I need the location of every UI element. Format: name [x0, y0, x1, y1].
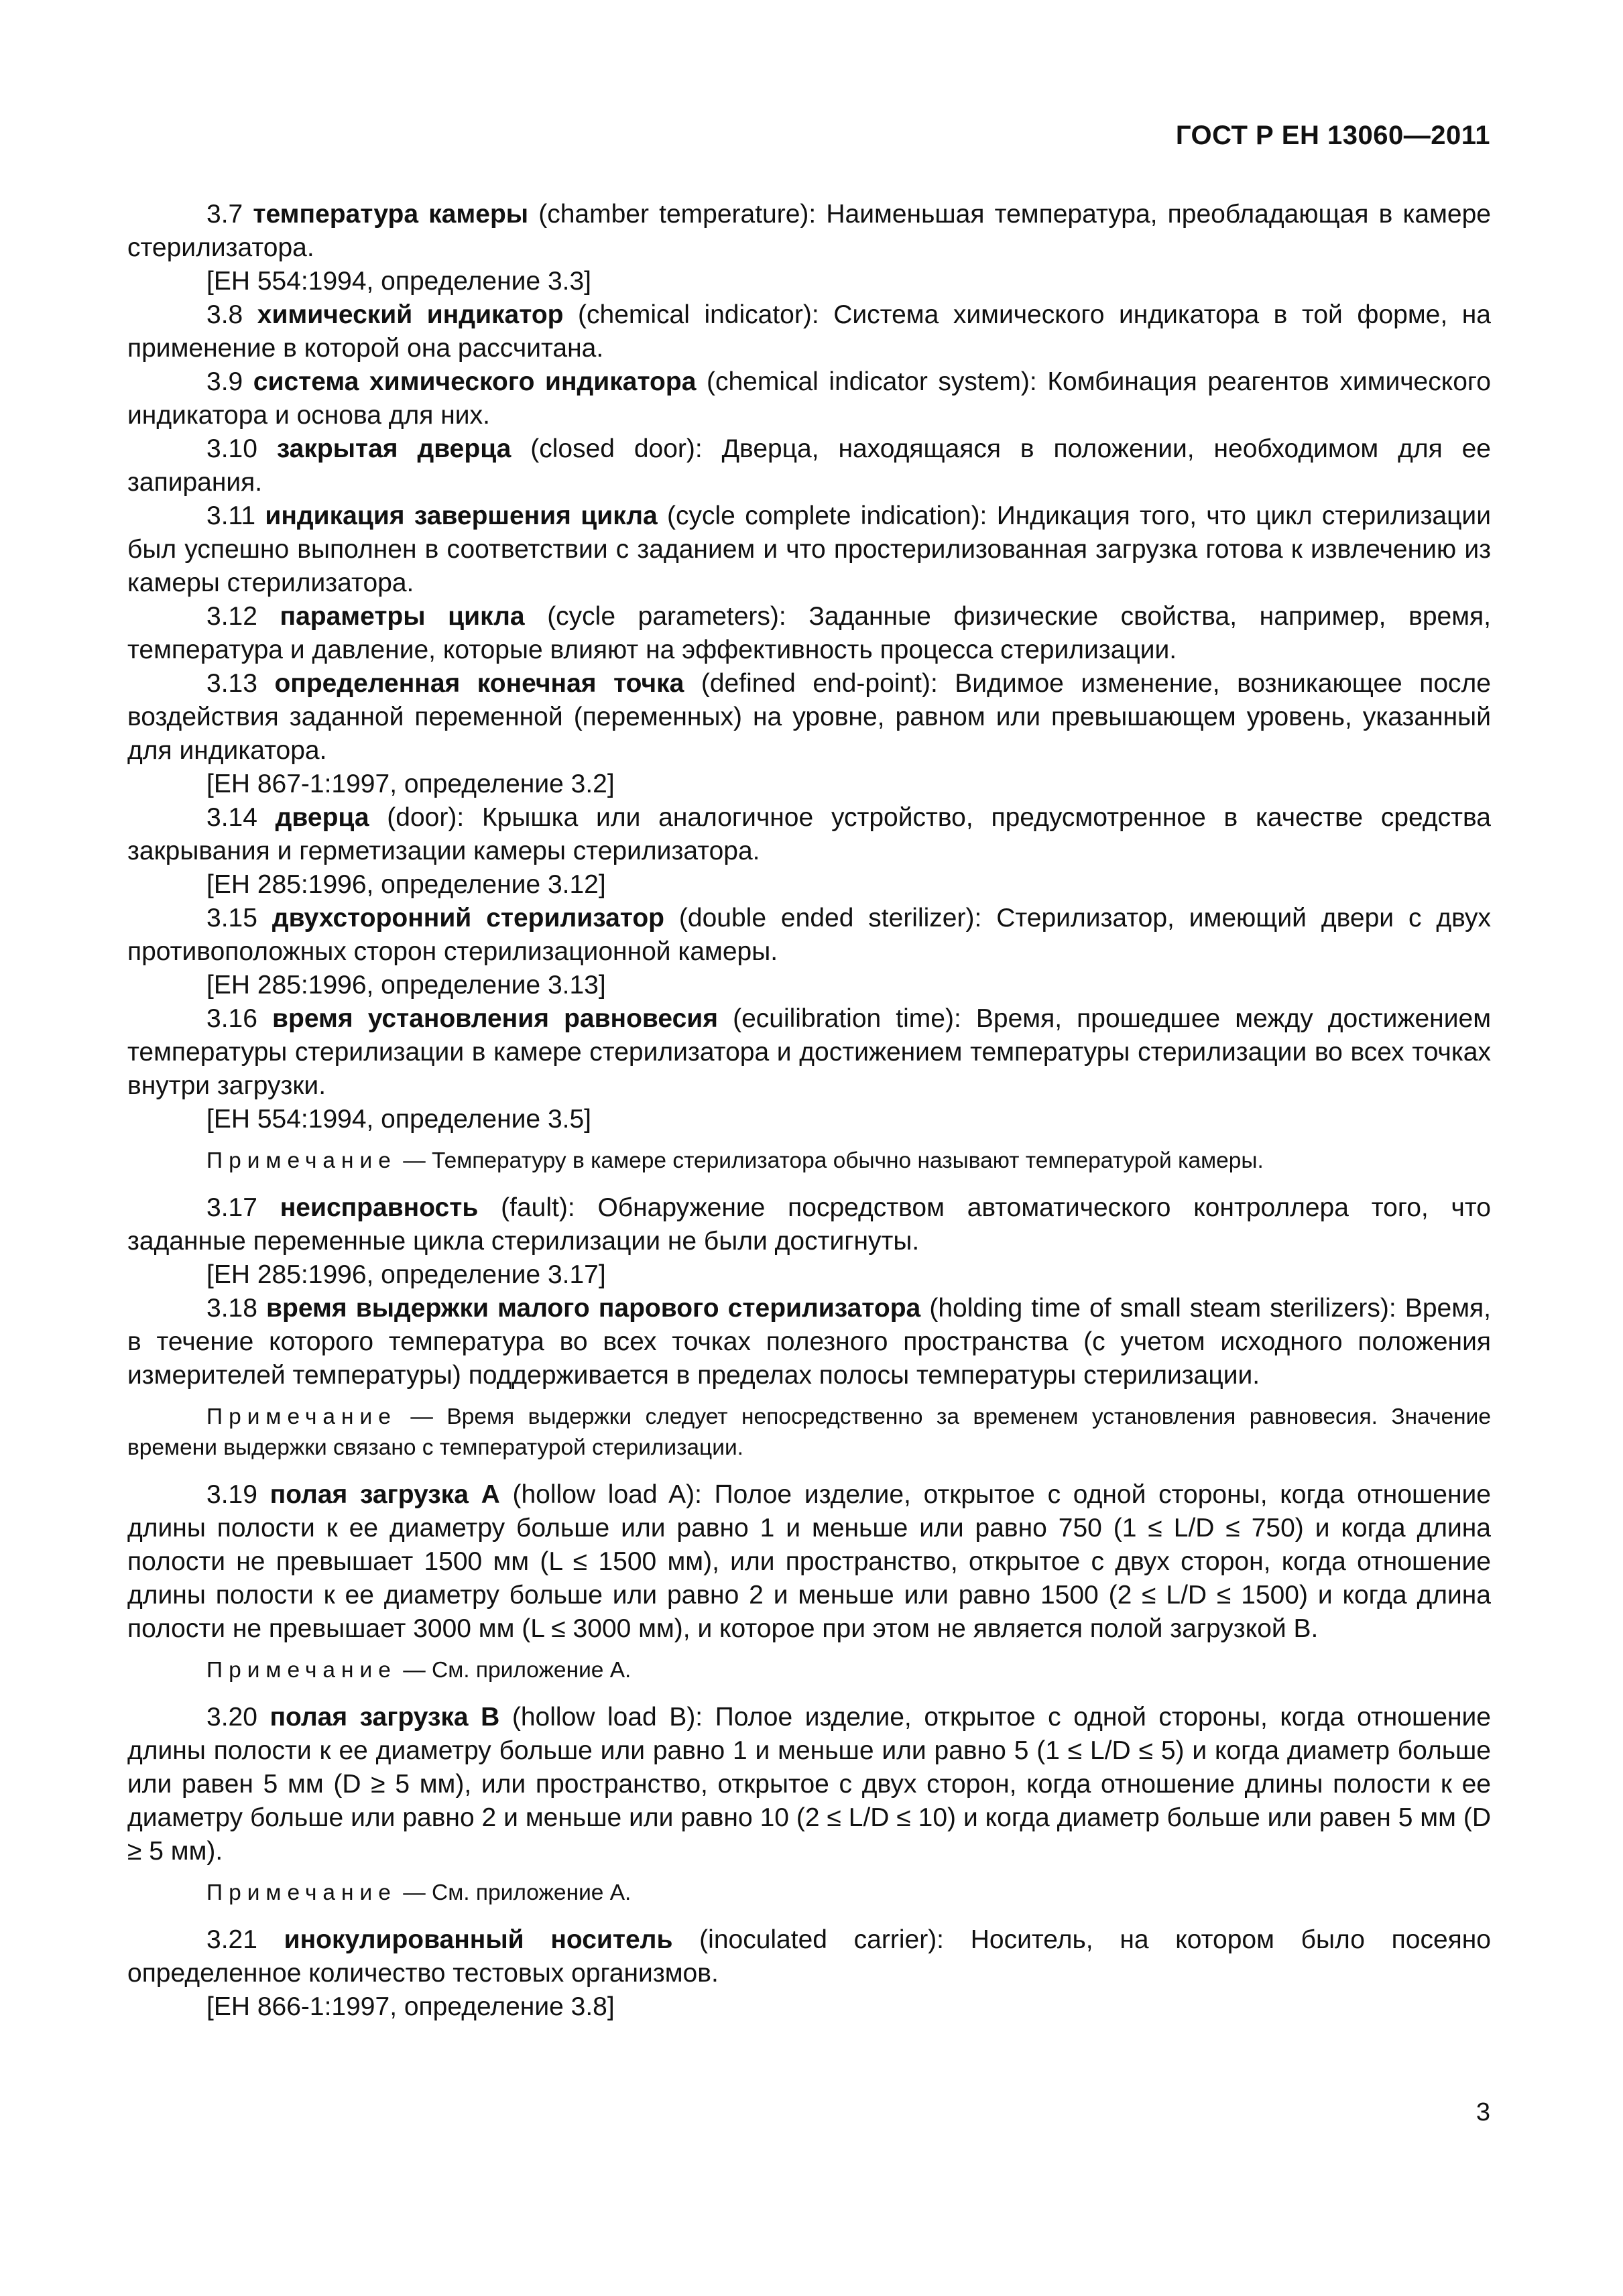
definition-number: 3.20 — [206, 1703, 257, 1732]
definition-text: (hollow load A): Полое изделие, открытое с одной стороны, когда отношение длины полости к ее диаметру больше или равно 1 и меньше или равно 750 (1 ≤ L/D ≤ 750) и когда длина полости не превышает 1500 мм (L ≤ 1500 мм), или пространство, открытое с двух сторон, когда отношение длины полости к ее диаметру больше или равно 2 и меньше или равно 1500 (2 ≤ L/D ≤ 1500) и когда длина полости не превышает 3000 мм (L ≤ 3000 мм), и которое при этом не является полой загрузкой В. — [127, 1480, 1491, 1643]
definition-number: 3.13 — [206, 669, 257, 698]
definition-term: закрытая дверца — [276, 434, 512, 463]
definition-number: 3.12 — [206, 602, 257, 631]
definition-term: полая загрузка В — [269, 1703, 500, 1732]
definition-term: система химического индикатора — [253, 367, 697, 396]
definition-3-10 — [127, 432, 1491, 499]
source-reference: [ЕН 867-1:1997, определение 3.2] — [206, 770, 615, 798]
definition-term: параметры цикла — [280, 602, 525, 631]
definition-term: определенная конечная точка — [274, 669, 684, 698]
definition-number: 3.16 — [206, 1004, 257, 1033]
definition-term: двухсторонний стерилизатор — [272, 904, 665, 932]
definition-3-20 — [127, 1701, 1491, 1868]
definition-3-9 — [127, 365, 1491, 432]
note-label: Примечание — [206, 1404, 397, 1429]
definition-text: (chemical indicator system): Комбинация реагентов химического индикатора и основа для них. — [127, 367, 1491, 430]
note-text: — Температуру в камере стерилизатора обычно называют температурой камеры. — [396, 1148, 1264, 1173]
definition-text: (hollow load B): Полое изделие, открытое с одной стороны, когда отношение длины полости к ее диаметру больше или равно 1 и меньше или равно 5 (1 ≤ L/D ≤ 5) и когда диаметр больше или равен 5 мм (D ≥ 5 мм), или пространство, открытое с двух сторон, когда отношение длины полости к ее диаметру больше или равно 2 и меньше или равно 10 (2 ≤ L/D ≤ 10) и когда диаметр больше или равен 5 мм (D ≥ 5 мм). — [127, 1703, 1491, 1866]
definition-3-15 — [127, 902, 1491, 969]
definition-term: полая загрузка А — [269, 1480, 500, 1509]
definitions-section — [127, 198, 1491, 2024]
source-reference: [ЕН 285:1996, определение 3.17] — [206, 1260, 606, 1289]
note — [127, 1655, 1491, 1686]
note-label: Примечание — [206, 1658, 397, 1683]
definition-3-12 — [127, 600, 1491, 667]
note-label: Примечание — [206, 1148, 397, 1173]
definition-text: (chemical indicator): Система химического индикатора в той форме, на применение в которой она рассчитана. — [127, 300, 1491, 363]
definition-text: (defined end-point): Видимое изменение, возникающее после воздействия заданной переменной (переменных) на уровне, равном или превышающем уровень, указанный для индикатора. — [127, 669, 1491, 765]
source-reference: [ЕН 554:1994, определение 3.3] — [206, 267, 592, 296]
note-label: Примечание — [206, 1880, 397, 1905]
definition-term: индикация завершения цикла — [265, 501, 658, 530]
definition-text: (fault): Обнаружение посредством автоматического контроллера того, что заданные переменные цикла стерилизации не были достигнуты. — [127, 1193, 1491, 1256]
definition-text: (double ended sterilizer): Стерилизатор, имеющий двери с двух противоположных сторон стерилизационной камеры. — [127, 904, 1492, 966]
definition-number: 3.19 — [206, 1480, 257, 1509]
note-text: — См. приложение А. — [396, 1880, 632, 1905]
definition-number: 3.21 — [206, 1925, 257, 1954]
definition-term: химический индикатор — [257, 300, 564, 329]
definition-3-8 — [127, 298, 1491, 365]
definition-3-13 — [127, 667, 1491, 768]
standard-header: ГОСТ Р ЕН 13060—2011 — [1175, 121, 1490, 150]
definition-text: (cycle complete indication): Индикация того, что цикл стерилизации был успешно выполнен в соответствии с заданием и что простерилизованная загрузка готова к извлечению из камеры стерилизатора. — [127, 501, 1492, 597]
definition-number: 3.9 — [206, 367, 243, 396]
definition-text: (cycle parameters): Заданные физические свойства, например, время, температура и давление, которые влияют на эффективность процесса стерилизации. — [127, 602, 1491, 664]
definition-number: 3.14 — [206, 803, 257, 832]
definition-text: (chamber temperature): Наименьшая температура, преобладающая в камере стерилизатора. — [127, 200, 1491, 262]
definition-text: (door): Крышка или аналогичное устройство, предусмотренное в качестве средства закрывания и герметизации камеры стерилизатора. — [127, 803, 1491, 865]
definition-number: 3.8 — [206, 300, 243, 329]
definition-3-19 — [127, 1478, 1491, 1646]
definition-3-14 — [127, 801, 1491, 868]
definition-number: 3.18 — [206, 1294, 257, 1323]
note — [127, 1146, 1491, 1176]
definition-text: (ecuilibration time): Время, прошедшее между достижением температуры стерилизации в камере стерилизатора и достижением температуры стерилизации во всех точках внутри загрузки. — [127, 1004, 1492, 1100]
note — [127, 1402, 1491, 1463]
definition-term: время выдержки малого парового стерилизатора — [266, 1294, 921, 1323]
definition-3-21 — [127, 1923, 1491, 1990]
definition-term: дверца — [275, 803, 369, 832]
definition-text: (closed door): Дверца, находящаяся в положении, необходимом для ее запирания. — [127, 434, 1491, 497]
source-reference: [ЕН 554:1994, определение 3.5] — [206, 1105, 592, 1134]
definition-3-7 — [127, 198, 1491, 265]
source-reference: [ЕН 866-1:1997, определение 3.8] — [206, 1992, 615, 2021]
definition-number: 3.15 — [206, 904, 257, 932]
definition-3-11 — [127, 499, 1491, 600]
definition-text: (inoculated carrier): Носитель, на котором было посеяно определенное количество тестовых организмов. — [127, 1925, 1491, 1988]
page-number: 3 — [1476, 2098, 1490, 2126]
note-text: — См. приложение А. — [396, 1658, 632, 1683]
definition-term: время установления равновесия — [272, 1004, 718, 1033]
note — [127, 1878, 1491, 1909]
definition-3-16 — [127, 1002, 1491, 1103]
definition-3-17 — [127, 1191, 1491, 1258]
definition-number: 3.17 — [206, 1193, 257, 1222]
source-reference: [ЕН 285:1996, определение 3.12] — [206, 870, 606, 899]
source-reference: [ЕН 285:1996, определение 3.13] — [206, 971, 606, 1000]
note-text: — Время выдержки следует непосредственно за временем установления равновесия. Значение времени выдержки связано с температурой стерилизации. — [127, 1404, 1491, 1460]
definition-number: 3.11 — [206, 501, 256, 530]
definition-3-18 — [127, 1292, 1491, 1392]
definition-number: 3.10 — [206, 434, 257, 463]
definition-number: 3.7 — [206, 200, 243, 229]
definition-term: инокулированный носитель — [284, 1925, 673, 1954]
definition-term: температура камеры — [253, 200, 529, 229]
definition-text: (holding time of small steam sterilizers): Время, в течение которого температура во всех точках полезного пространства (с учетом исходного положения измерителей температуры) поддерживается в пределах полосы температуры стерилизации. — [127, 1294, 1491, 1390]
definition-term: неисправность — [280, 1193, 479, 1222]
